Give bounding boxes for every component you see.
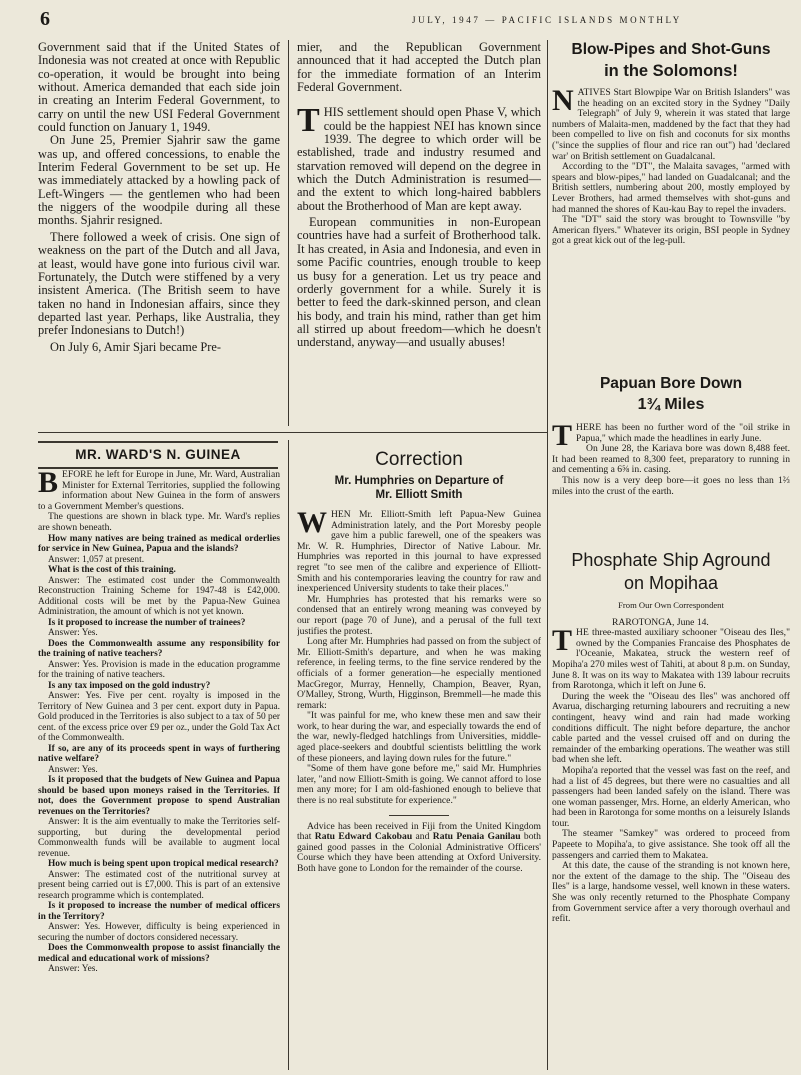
short-divider (389, 815, 449, 816)
ward-question: How much is being spent upon tropical medical research? (48, 859, 279, 870)
ward-answer: Answer: Yes. However, difficulty is being experienced in securing the number of doctors considered necessary. (38, 922, 280, 943)
blowpipes-article (552, 40, 790, 360)
indonesia-paragraph: There followed a week of crisis. One sign of weakness on the part of the Dutch and all Java, at least, would have gone into furious civil war. Fortunately, the Dutch were stiffened by a very insistent America. (The British seem to have taken no hand in Indonesian affairs, since they departed last year. Perhaps, like Australia, they prefer Indonesians to Dutch!) (38, 229, 280, 338)
ward-intro: BEFORE he left for Europe in June, Mr. Ward, Australian Minister for External Territories, supplied the following information about New Guinea in the form of answers to a Government Member's questions. (38, 470, 280, 512)
ward-question: Is it proposed to increase the number of trainees? (48, 617, 246, 628)
page-number: 6 (40, 8, 50, 30)
ward-answer: Answer: It is the aim eventually to make the Territories self-supporting, but during the developmental period Commonwealth funds will be available to augment local revenue. (38, 817, 280, 859)
drop-cap: B (38, 470, 59, 499)
phosphate-paragraph: Mopiha'a reported that the vessel was fast on the reef, and had a list of 45 degrees, but there were no casualties and all passengers had been landed safely on the island. There was one woman passenger, Mrs. Horne, an elderly American, who had been in Rarotonga for some months on a leisurely Islands tour. (552, 764, 790, 829)
phosphate-title-line2: on Mopihaa (623, 573, 719, 593)
running-header: JULY, 1947 — PACIFIC ISLANDS MONTHLY (412, 15, 682, 25)
correction-paragraph: Long after Mr. Humphries had passed on from the subject of Mr. Elliott-Smith's departure, and when he was making reference, in feeling terms, to the fine service rendered by the officials of a former generation—he especially mentioned MacGregor, Murray, Hennelly, Champion, Beaver, Ryan, O'Malley, Strong, Wurth, Higginson, Bremmell—he made this remark: (297, 636, 541, 711)
phosphate-article (552, 548, 790, 1070)
papuan-paragraph: THERE has been no further word of the "oil strike in Papua," which made the headlines in early June. (552, 419, 790, 452)
blowpipes-title-line2: in the Solomons! (604, 62, 738, 80)
fiji-paragraph: Advice has been received in Fiji from the United Kingdom that Ratu Edward Cakobau and Ratu Penaia Ganilau both gained good passes in the Colonial Administrative Officers' Course which they have been attending at Oxford University. Both have gone to London for the remainder of the course. (297, 820, 541, 874)
drop-cap: T (552, 419, 573, 452)
ward-question: What is the cost of this training. (48, 565, 176, 576)
indonesia-paragraph: Government said that if the United States of Indonesia was not created at once with Republic co-operation, it would be brought into being without. America demanded that each side join in creating an Interim Federal Government, to carry on until the new USI Federal Government could function on January 1, 1949. (38, 41, 280, 135)
papuan-title-line2: 1¾ Miles (637, 396, 705, 413)
indonesia-paragraph: mier, and the Republican Government announced that it had accepted the Dutch plan for the immediate formation of an Interim Federal Government. (297, 41, 541, 95)
ward-question: How many natives are being trained as medical orderlies for service in New Guinea, Papua and the islands? (38, 533, 280, 555)
ward-question: Is it proposed to increase the number of medical officers in the Territory? (38, 901, 280, 922)
phosphate-paragraph: During the week the "Oiseau des Iles" was anchored off Avarua, discharging returning labourers and recruiting a new contingent, heavy wind and rain had made working conditions difficult. The night before departure, the anchor cable parted and the vessel cruised off and on during the remainder of the embarking operations. The weather was still bad when she left. (552, 690, 790, 766)
phosphate-paragraph: At this date, the cause of the stranding is not known here, nor the extent of the damage to the ship. The "Oiseau des Iles" is a large, handsome vessel, well known in these waters. She was only recently returned to the Phosphate Company from Government service after a very thorough overhaul and refit. (552, 860, 790, 925)
phosphate-paragraph: The steamer "Samkey" was ordered to proceed from Papeete to Mopiha'a, to give assistance. She took off all the passengers and carried them to Makatea. (552, 828, 790, 861)
ward-answer: Answer: Yes. (48, 628, 98, 639)
phosphate-byline: From Our Own Correspondent (618, 600, 724, 610)
blowpipes-paragraph: NATIVES Start Blowpipe War on British Islanders" was the heading on an excited story in the Sydney "Daily Telegraph" of July 9, wherein it was stated that large numbers of Malaita-men, maddened by the fact that they had been compelled to live on fish and coconuts for six months ("since the supplies of flour and rice ran out") had 'declared war' on British settlement on Guadalcanal. (552, 84, 790, 162)
ward-answer: Answer: Yes. Provision is made in the education programme for the training of native teachers. (38, 659, 280, 681)
ward-question: Is it proposed that the budgets of New Guinea and Papua should be based upon moneys raised in the Territories. If not, does the Government propose to spend Australian revenues on the Territories? (38, 775, 280, 817)
papuan-title: Papuan Bore Down (599, 375, 743, 392)
indonesia-column-1 (38, 41, 280, 426)
ward-answer: Answer: Yes. Five per cent. royalty is imposed in the Territory of New Guinea and 3 per cent. export duty in Papua. Gold produced in the Territories is also subject to a tax of 50 per cent. of the excess price over £9 per oz., under the Gold Tax Act of the Commonwealth. (38, 691, 280, 744)
ward-title: MR. WARD'S N. GUINEA (75, 447, 241, 462)
section-divider (38, 432, 547, 433)
indonesia-paragraph: On June 25, Premier Sjahrir saw the game was up, and offered concessions, to enable the Interim Federal Government to be set up. He was immediately attacked by a howling pack of Left-Wingers — the gentlemen who had been the niggers of the woodpile during all these months. Sjahrir resigned. (38, 133, 280, 228)
ward-question: Does the Commonwealth propose to assist financially the medical and educational work of missions? (38, 943, 280, 964)
drop-cap: N (552, 84, 574, 117)
drop-cap: T (552, 624, 573, 658)
correction-paragraph: WHEN Mr. Elliott-Smith left Papua-New Guinea Administration lately, and the Port Moresby people gave him a public farewell, one of the speakers was Mr. W. R. Humphries, Director of Native Labour. Mr. Humphries was reported in this journal to have expressed regret "to see men of the calibre and experience of Elliott-Smith and his contemporaries leaving the country for raw and inexperienced University students to take their places." (297, 506, 541, 595)
question-answer-list (38, 534, 280, 975)
papuan-bore-article (552, 374, 790, 544)
papuan-paragraph: On June 28, the Kariava bore was down 8,488 feet. It had been reamed to 8,300 feet, preparatory to running in and cementing a 6⅝ in. casing. (552, 443, 790, 476)
papuan-paragraph: This now is a very deep bore—it goes no less than 1⅔ miles into the crust of the earth. (552, 474, 790, 497)
correction-paragraph: Mr. Humphries has protested that his remarks were so condensed that an entirely wrong meaning was conveyed by our report (page 70 of June), and a perusal of the full text justifies the protest. (297, 593, 541, 637)
correction-title: Correction (375, 449, 463, 470)
indonesia-paragraph: European communities in non-European countries have had a surfeit of Brotherhood talk. It has created, in Asia and Indonesia, and even in some Pacific countries, enough trouble to keep us busy for a generation. Let us try peace and orderly government for a while. Surely it is better to feed the dark-skinned person, and clean his body, and train his mind, rather than get him all stirred up about freedom—which he doesn't understand, anyway—and usually abuses! (297, 215, 541, 350)
ward-intro2: The questions are shown in black type. Mr. Ward's replies are shown beneath. (38, 511, 280, 533)
correction-paragraph: "It was painful for me, who knew these men and saw their work, to hear during the war, and especially towards the end of the war, newly-fledged hatchlings from Universities, middle-aged place-seekers and doubtful scientists belittling the work of these pioneers, and laying down rules for the future." (297, 710, 541, 764)
ward-answer: Answer: The estimated cost under the Commonwealth Reconstruction Training Scheme for 1947-48 is £42,000. Additional costs will be met by the Papua-New Guinea Administration, the amount of which is not yet known. (38, 575, 280, 618)
correction-subtitle-line2: Mr. Elliott Smith (375, 489, 463, 501)
phosphate-paragraph: THE three-masted auxiliary schooner "Oiseau des Iles," owned by the Companies Francaise des Phosphates de l'Oceanie, Makatea, struck the western reef of Mopiha'a 270 miles west of Tahiti, at about 8 p.m. on Sunday, June 8. It was on its way to Makatea with 139 labour recruits from Rarotonga, which it left on June 6. (552, 624, 790, 692)
correction-article (297, 448, 541, 1070)
drop-cap: T (297, 102, 320, 140)
ward-answer: Answer: Yes. (48, 764, 98, 775)
column-divider (288, 40, 289, 426)
ward-article (38, 470, 280, 1070)
ward-answer: Answer: The estimated cost of the nutritional survey at present being carried out is £7,000. This is part of an extensive research programme which is contemplated. (38, 869, 280, 901)
ward-question: Is any tax imposed on the gold industry? (48, 680, 211, 691)
blowpipes-paragraph: According to the "DT", the Malaita savages, "armed with spears and blow-pipes," had landed on Guadalcanal; and the British settlers, numbering about 200, mostly employed by Lever Brothers, had armed themselves with shot-guns and had manned the shores of Kau-kau Bay to repel the invaders. (552, 161, 790, 215)
blowpipes-paragraph: The "DT" said the story was brought to Townsville "by American flyers." Whatever its origin, BSI people in Sydney got a great kick out of the leg-pull. (552, 214, 790, 247)
correction-subtitle: Mr. Humphries on Departure of (334, 475, 504, 487)
ward-question: Does the Commonwealth assume any responsibility for the training of native teachers? (38, 638, 280, 660)
indonesia-column-2 (297, 41, 541, 426)
correction-paragraph: "Some of them have gone before me," said Mr. Humphries later, "and now Elliott-Smith is going. We cannot afford to lose men any more; for I am old-fashioned enough to believe that there is no real substitute for experience." (297, 763, 541, 807)
ward-answer: Answer: Yes. (48, 964, 98, 975)
column-divider (547, 40, 548, 1070)
column-divider (288, 440, 289, 1070)
indonesia-paragraph: THIS settlement should open Phase V, which could be the happiest NEI has known since 1939. The degree to which order will be established, trade and industry resumed and starvation removed will depend on the degree in which the Dutch Administration is resumed—and the extent to which long-haired babblers about the Brotherhood of Man are kept away. (297, 102, 541, 213)
phosphate-title: Phosphate Ship Aground (571, 550, 771, 570)
ward-answer: Answer: 1,057 at present. (48, 554, 145, 565)
phosphate-dateline: RAROTONGA, June 14. (612, 616, 709, 628)
ward-question: If so, are any of its proceeds spent in ways of furthering native welfare? (38, 743, 280, 765)
blowpipes-title: Blow-Pipes and Shot-Guns (571, 41, 771, 58)
indonesia-paragraph: On July 6, Amir Sjari became Pre- (50, 339, 222, 354)
drop-cap: W (297, 506, 327, 539)
ward-title-box (38, 441, 278, 469)
